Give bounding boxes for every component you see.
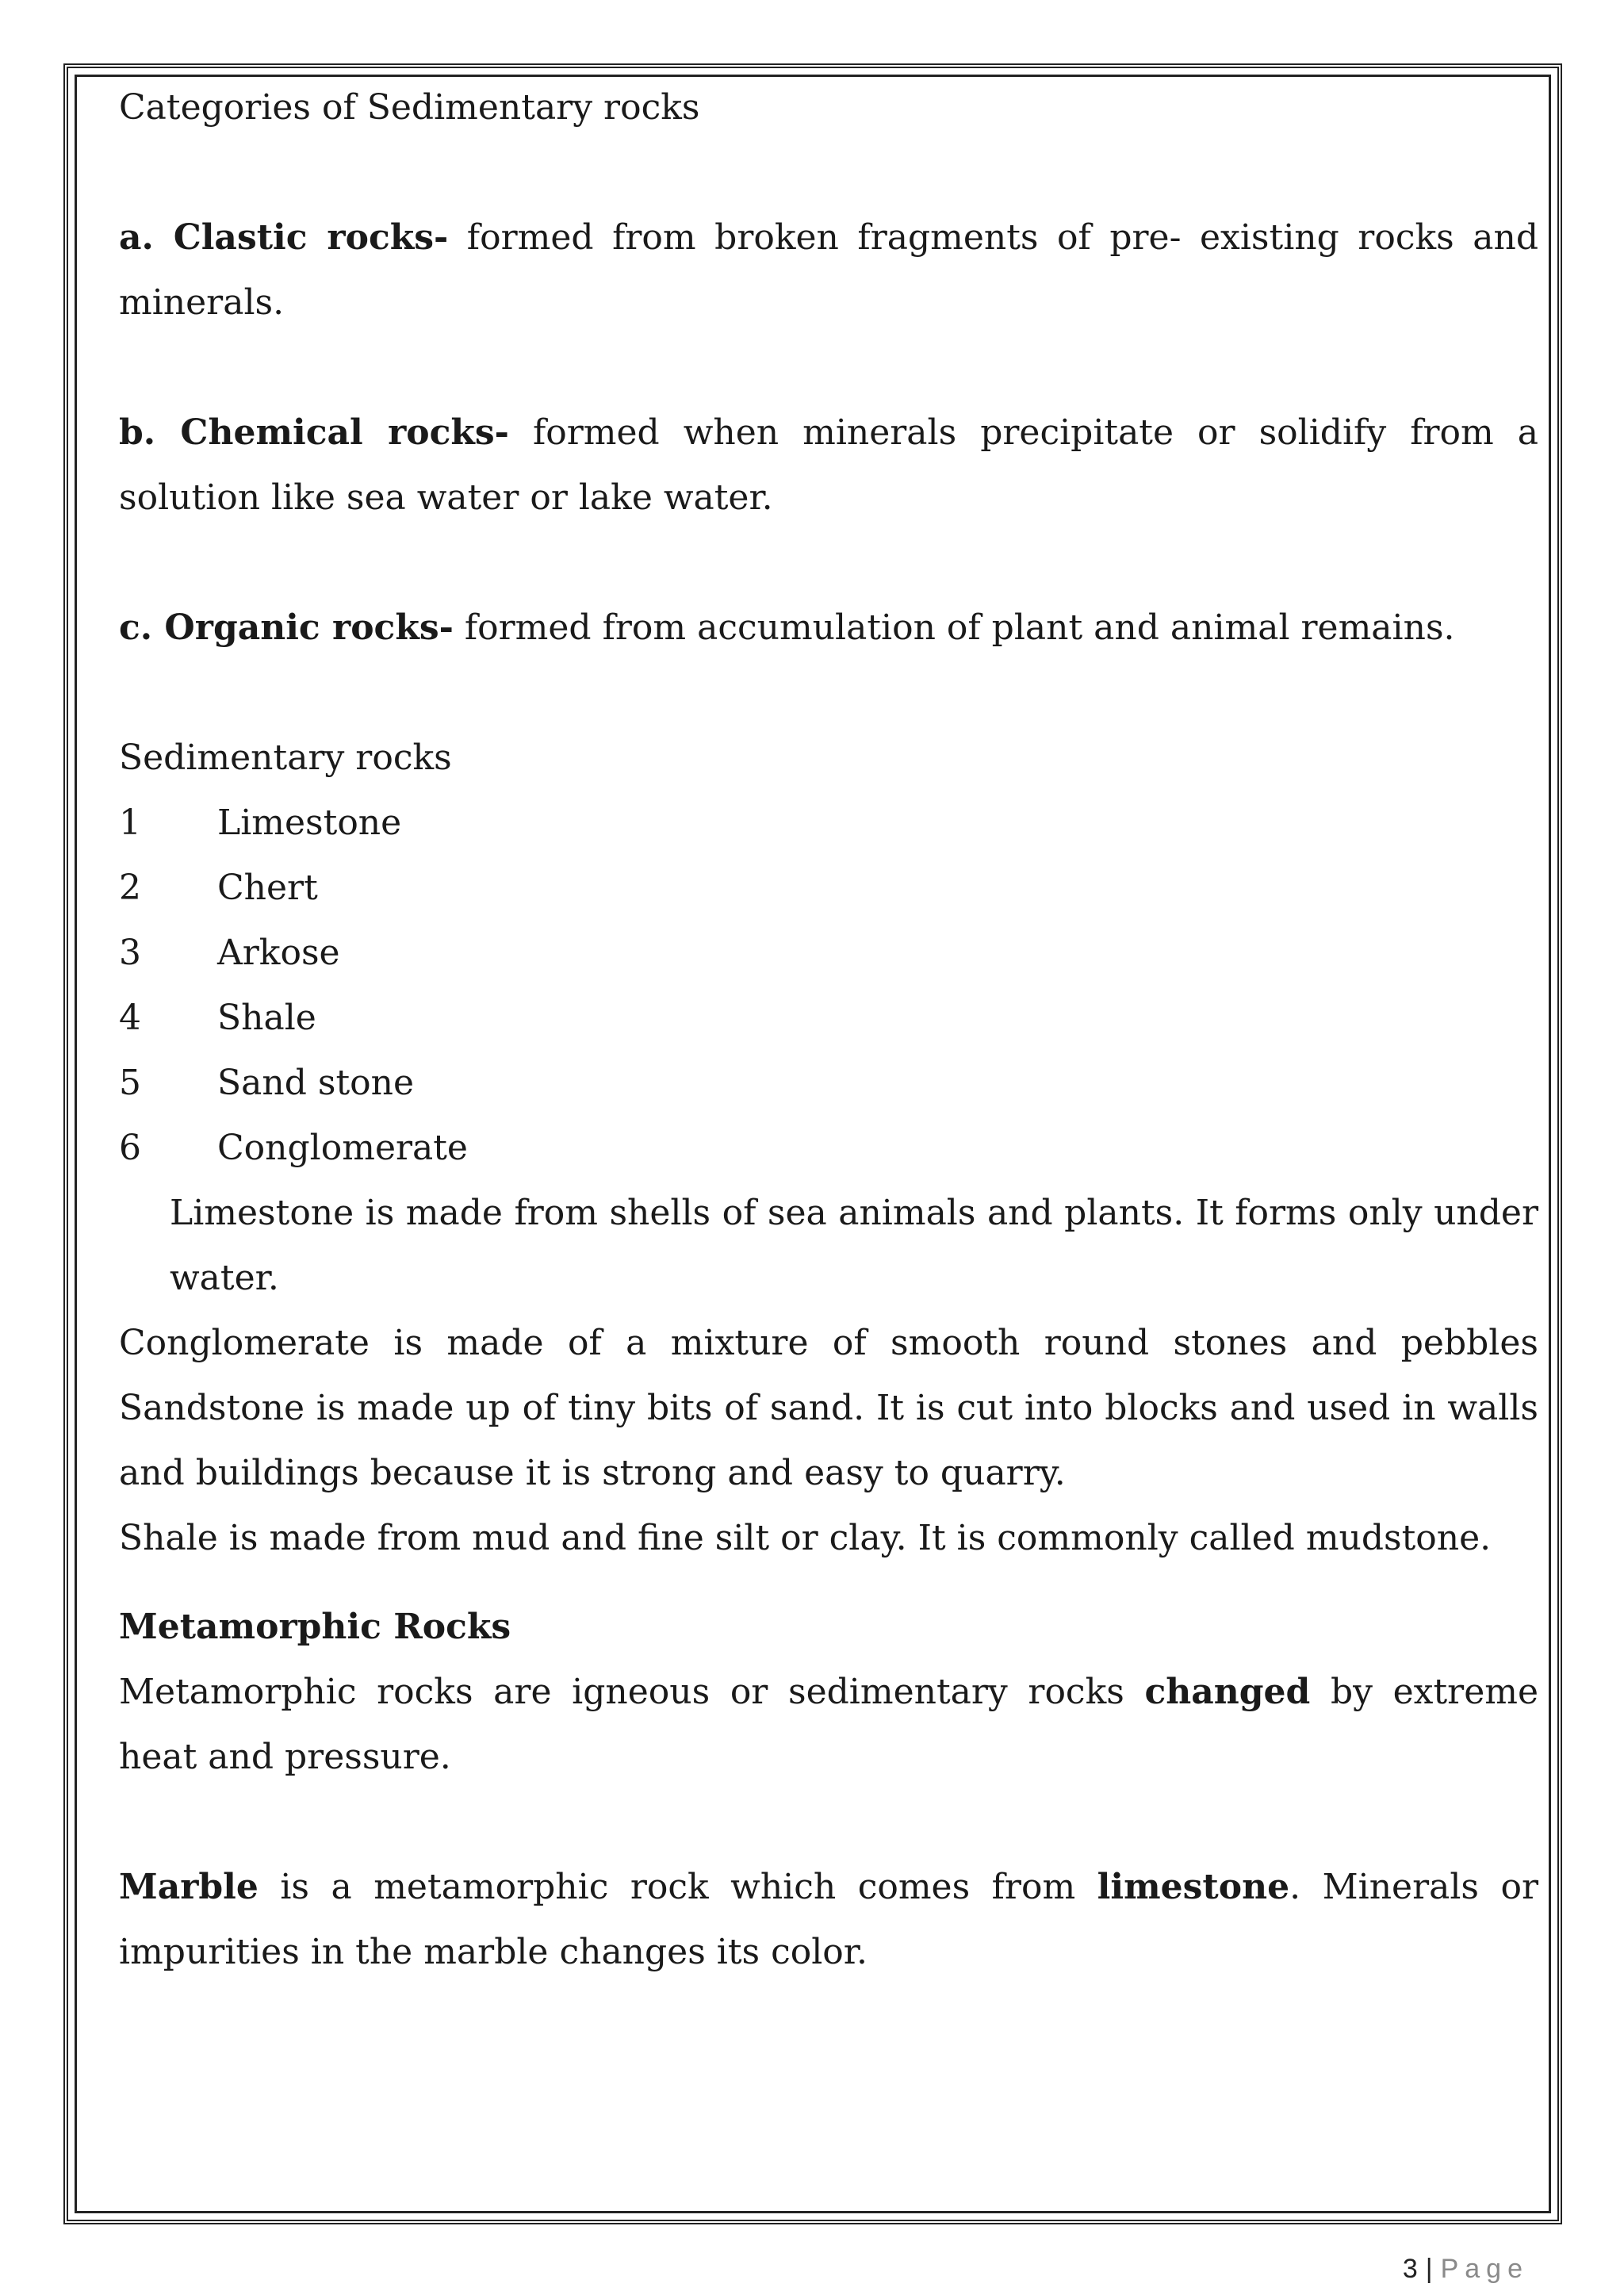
metamorphic-heading [119,1595,1538,1660]
list-item [119,1051,1538,1116]
rock-list-title: Sedimentary rocks [119,738,452,778]
metamorphic-text-after: by extreme heat and pressure. [119,1672,1538,1777]
category-chemical [119,400,1538,531]
page-label: Page [1440,2254,1529,2284]
list-item-number: 6 [119,1128,141,1168]
footer-separator: | [1425,2254,1434,2284]
page-number: 3 [1402,2254,1419,2284]
list-item-number: 5 [119,1063,141,1103]
categories-heading: Categories of Sedimentary rocks [119,87,700,128]
list-item-name: Limestone [217,803,402,843]
list-item-name: Shale [217,998,316,1038]
document-body [119,75,1538,1985]
category-organic-text: formed from accumulation of plant and animal remains. [453,607,1455,648]
list-item-number: 3 [119,933,141,973]
metamorphic-heading-text: Metamorphic Rocks [119,1607,511,1647]
list-item-name: Arkose [217,933,340,973]
list-item [119,1116,1538,1181]
list-item-number: 1 [119,803,141,843]
category-organic [119,596,1538,661]
marble-text-end: . Minerals or impurities in the marble changes its color. [119,1867,1538,1972]
metamorphic-paragraph [119,1660,1538,1790]
category-clastic-text: formed from broken fragments of pre- existing rocks and minerals. [119,217,1538,323]
list-item [119,921,1538,986]
shale-paragraph: Shale is made from mud and fine silt or clay. It is commonly called mudstone. [119,1518,1492,1558]
category-clastic [119,205,1538,335]
list-item [119,791,1538,856]
conglomerate-paragraph: Conglomerate is made of a mixture of smooth round stones and pebbles Sandstone is made up of tiny bits of sand. It is cut into blocks and used in walls and buildings because it is strong and easy to quarry. [119,1323,1538,1493]
marble-text-mid: is a metamorphic rock which comes from [258,1867,1097,1907]
list-item-name: Sand stone [217,1063,414,1103]
list-item [119,986,1538,1051]
category-clastic-label: a. Clastic rocks- [119,217,449,258]
marble-bold-mid: limestone [1097,1867,1290,1907]
list-item-number: 2 [119,868,141,908]
marble-bold-start: Marble [119,1867,259,1907]
metamorphic-text-before: Metamorphic rocks are igneous or sedimentary rocks [119,1672,1145,1712]
limestone-paragraph: Limestone is made from shells of sea animals and plants. It forms only under water. [170,1193,1538,1298]
list-item-name: Conglomerate [217,1128,468,1168]
metamorphic-bold-word: changed [1144,1672,1311,1712]
page-footer [1403,2254,1529,2285]
marble-paragraph [119,1855,1538,1985]
rock-list [119,791,1538,1181]
category-chemical-text: formed when minerals precipitate or solidify from a solution like sea water or lake water. [119,412,1538,518]
list-item [119,856,1538,921]
list-item-name: Chert [217,868,318,908]
category-chemical-label: b. Chemical rocks- [119,412,509,453]
category-organic-label: c. Organic rocks- [119,607,454,648]
list-item-number: 4 [119,998,141,1038]
